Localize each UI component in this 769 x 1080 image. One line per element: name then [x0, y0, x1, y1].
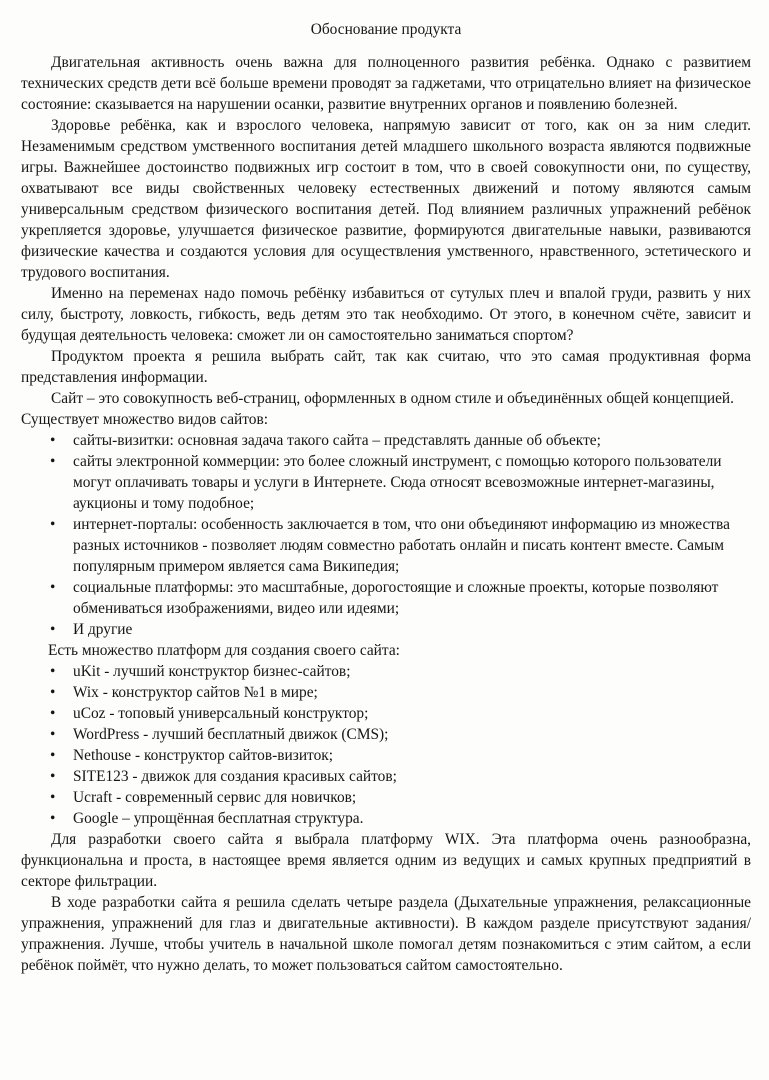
paragraph-site-sections: В ходе разработки сайта я решила сделать четыре раздела (Дыхательные упражнения, релаксационные упражнения, упражнений для глаз и двигательные активности). В каждом разделе присутствуют задания/упражнения. Лучше, чтобы учитель в начальной школе помогал детям познакомиться с этим сайтом, а если ребёнок поймёт, что нужно делать, то может пользоваться сайтом самостоятельно. [21, 894, 751, 974]
document-title: Обоснование продукта [310, 21, 462, 38]
list-item: • Nethouse - конструктор сайтов-визиток; [21, 745, 751, 766]
list-item: • Wix - конструктор сайтов №1 в мире; [21, 682, 751, 703]
list-item: • SITE123 - движок для создания красивых сайтов; [21, 766, 751, 787]
site-types-list [21, 430, 751, 640]
list-item: • интернет-порталы: особенность заключается в том, что они объединяют информацию из множества разных источников - позволяет людям совместно работать онлайн и писать контент вместе. Самым популярным примером является сама Википедия; [21, 514, 751, 577]
list-item: • Ucraft - современный сервис для новичков; [21, 787, 751, 808]
list-item: • WordPress - лучший бесплатный движок (CMS); [21, 724, 751, 745]
list-item: • социальные платформы: это масштабные, дорогостоящие и сложные проекты, которые позволяют обмениваться изображениями, видео или идеями; [21, 577, 751, 619]
list-item: • сайты-визитки: основная задача такого сайта – представлять данные об объекте; [21, 430, 751, 451]
paragraph-product-choice: Продуктом проекта я решила выбрать сайт, так как считаю, что это самая продуктивная форма представления информации. [21, 348, 751, 386]
platforms-list [21, 661, 751, 829]
paragraph-breaks: Именно на переменах надо помочь ребёнку избавиться от сутулых плеч и впалой груди, развить у них силу, быстроту, ловкость, гибкость, ведь детям это так необходимо. От этого, в конечном счёте, зависит и будущая деятельность человека: сможет ли он самостоятельно заниматься спортом? [21, 285, 751, 344]
list-item: • Google – упрощённая бесплатная структура. [21, 808, 751, 829]
paragraph-motor-activity: Двигательная активность очень важна для полноценного развития ребёнка. Однако с развитием технических средств дети всё больше времени проводят за гаджетами, что отрицательно влияет на физическое состояние: сказывается на нарушении осанки, развитие внутренних органов и появлению болезней. [21, 54, 751, 113]
list-item: • uKit - лучший конструктор бизнес-сайтов; [21, 661, 751, 682]
list-item: • сайты электронной коммерции: это более сложный инструмент, с помощью которого пользователи могут оплачивать товары и услуги в Интернете. Сюда относят всевозможные интернет-магазины, аукционы и тому подобное; [21, 451, 751, 514]
list-item: • uCoz - топовый универсальный конструктор; [21, 703, 751, 724]
paragraph-child-health: Здоровье ребёнка, как и взрослого человека, напрямую зависит от того, как он за ним следит. Незаменимым средством умственного воспитания детей младшего школьного возраста являются подвижные игры. Важнейшее достоинство подвижных игр состоит в том, что в своей совокупности они, по существу, охватывают все виды свойственных человеку естественных движений и потому являются самым универсальным средством физического воспитания детей. Под влиянием различных упражнений ребёнок укрепляется здоровье, улучшается физическое развитие, формируются двигательные навыки, развиваются физические качества и создаются условия для осуществления умственного, нравственного, эстетического и трудового воспитания. [21, 117, 751, 281]
paragraph-wix-choice: Для разработки своего сайта я выбрала платформу WIX. Эта платформа очень разнообразна, функциональна и проста, в настоящее время является одним из ведущих и самых крупных предприятий в секторе фильтрации. [21, 831, 751, 890]
site-types-intro: Существует множество видов сайтов: [21, 411, 269, 428]
platforms-intro: Есть множество платформ для создания своего сайта: [48, 642, 400, 659]
list-item: • И другие [21, 619, 751, 640]
paragraph-site-definition: Сайт – это совокупность веб-страниц, оформленных в одном стиле и объединённых общей концепцией. [51, 390, 734, 407]
